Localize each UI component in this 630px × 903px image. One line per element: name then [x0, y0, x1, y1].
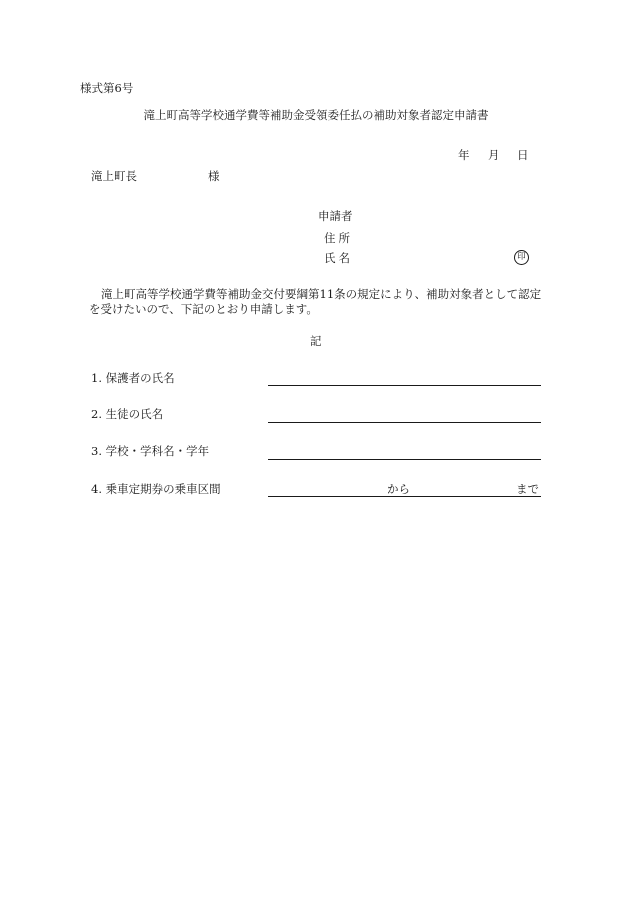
date-month: 月: [488, 148, 500, 162]
document-title: 滝上町高等学校通学費等補助金受領委任払の補助対象者認定申請書: [143, 108, 489, 122]
item-3-label: 3. 学校・学科名・学年: [91, 444, 210, 458]
applicant-name-label: 氏名: [324, 251, 353, 265]
item-4-label: 4. 乗車定期券の乗車区間: [91, 482, 221, 496]
body-text: [89, 287, 559, 317]
addressee-honorific: 様: [208, 169, 220, 183]
body-line-2: を受けたいので、下記のとおり申請します。: [89, 302, 318, 317]
date-day: 日: [517, 148, 529, 162]
body-line-1: 滝上町高等学校通学費等補助金交付要綱第11条の規定により、補助対象者として認定: [101, 287, 542, 301]
item-1-field[interactable]: [268, 385, 541, 386]
item-4-field[interactable]: [268, 496, 541, 497]
addressee-name: 滝上町長: [91, 169, 137, 183]
seal-icon: 印: [514, 250, 529, 265]
applicant-heading: 申請者: [318, 209, 353, 223]
route-to-label: まで: [516, 482, 539, 496]
item-3-field[interactable]: [268, 459, 541, 460]
item-1-label: 1. 保護者の氏名: [91, 371, 175, 385]
ki-heading: 記: [310, 334, 322, 348]
form-number: 様式第6号: [80, 81, 134, 95]
date-year: 年: [458, 148, 470, 162]
route-from-label: から: [387, 482, 410, 496]
item-2-field[interactable]: [268, 422, 541, 423]
applicant-address-label: 住所: [324, 231, 353, 245]
item-2-label: 2. 生徒の氏名: [91, 407, 164, 421]
